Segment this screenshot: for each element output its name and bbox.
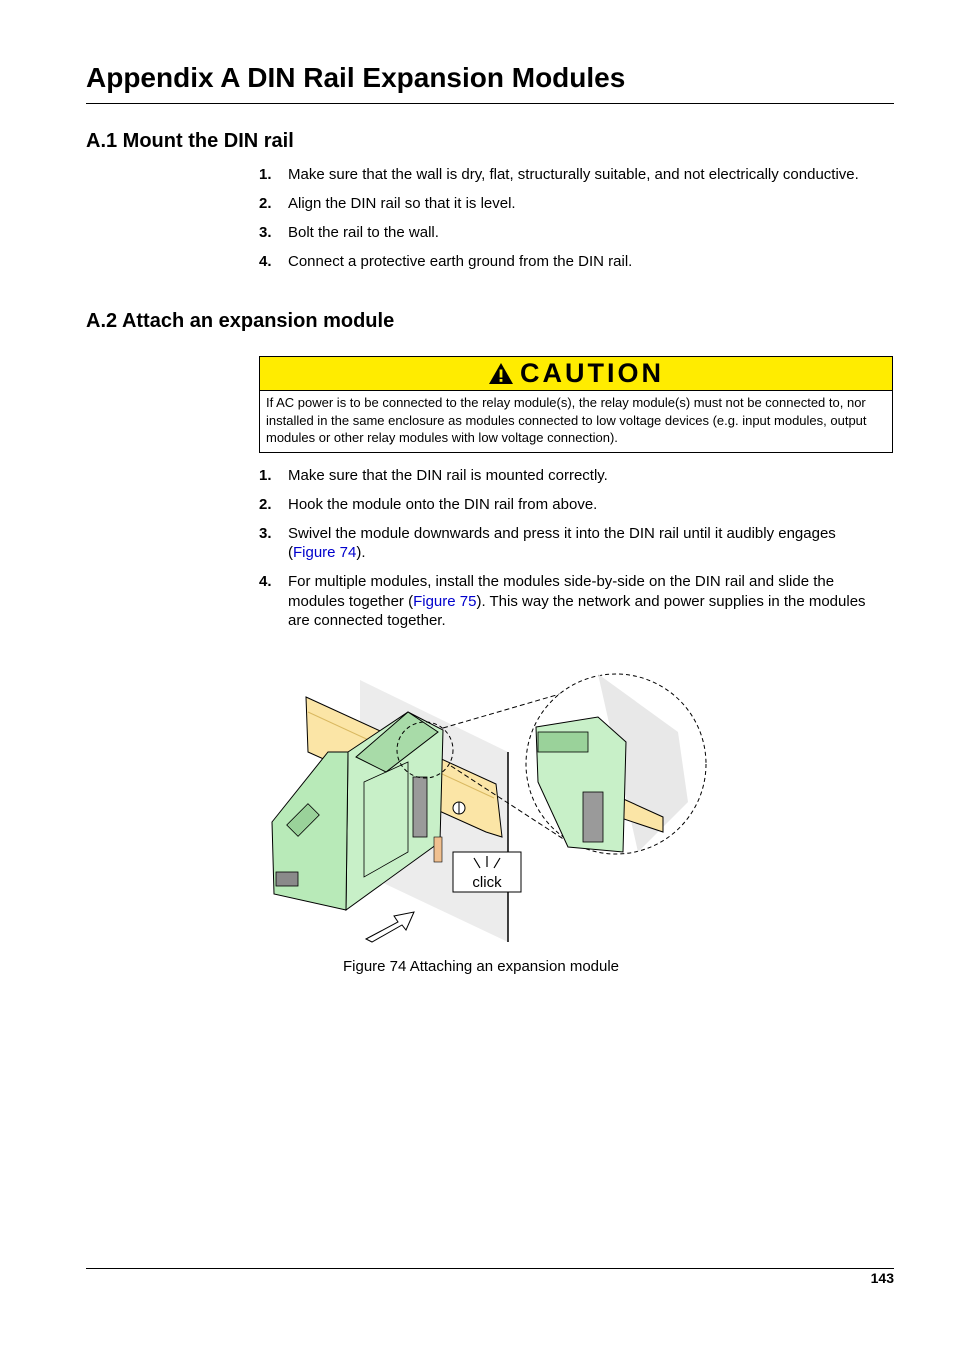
figure-75-link[interactable]: Figure 75 <box>413 592 477 610</box>
step-text: For multiple modules, install the modules side-by-side on the DIN rail and slide the modules together (Figure 75). This way the network and power supplies in the modules are connected together. <box>288 573 866 629</box>
footer-rule <box>86 1268 894 1269</box>
caution-label: CAUTION <box>520 358 664 388</box>
list-item <box>259 252 879 272</box>
caution-header <box>260 357 892 391</box>
page-number: 143 <box>870 1270 894 1286</box>
title-rule <box>86 103 894 104</box>
attach-steps <box>259 466 879 631</box>
warning-triangle-icon <box>488 362 514 385</box>
step-number: 1. <box>259 166 272 183</box>
caution-text: If AC power is to be connected to the relay module(s), the relay module(s) must not be connected to, nor installed in the same enclosure as modules connected to low voltage devices (e.g. input modules, output modules or other relay modules with low voltage connection). <box>266 395 867 445</box>
list-item <box>259 495 879 515</box>
section-heading-mount: A.1 Mount the DIN rail <box>86 130 294 152</box>
step-text: Swivel the module downwards and press it into the DIN rail until it audibly engages (Figure 74). <box>288 524 836 561</box>
step-number: 2. <box>259 194 272 212</box>
list-item <box>259 572 879 631</box>
click-label: click <box>472 874 502 891</box>
step-text: Align the DIN rail so that it is level. <box>288 194 516 212</box>
page-title: Appendix A DIN Rail Expansion Modules <box>86 62 626 93</box>
list-item <box>259 223 879 243</box>
step-number: 2. <box>259 495 272 513</box>
list-item <box>259 165 879 185</box>
step-number: 1. <box>259 467 272 484</box>
step-number: 4. <box>259 252 272 270</box>
step-number: 4. <box>259 573 272 590</box>
din-rail-module-illustration <box>268 672 718 952</box>
list-item <box>259 466 879 486</box>
step-text: Hook the module onto the DIN rail from above. <box>288 495 598 513</box>
section-heading-attach: A.2 Attach an expansion module <box>86 310 395 332</box>
step-text: Make sure that the DIN rail is mounted correctly. <box>288 467 608 484</box>
figure-74-link[interactable]: Figure 74 <box>293 544 357 561</box>
step-text: Make sure that the wall is dry, flat, structurally suitable, and not electrically conductive. <box>288 166 859 183</box>
step-number: 3. <box>259 524 272 542</box>
step-text: Connect a protective earth ground from the DIN rail. <box>288 252 633 270</box>
figure-caption: Figure 74 Attaching an expansion module <box>343 958 620 975</box>
list-item <box>259 194 879 214</box>
mount-steps <box>259 165 879 271</box>
step-number: 3. <box>259 223 272 241</box>
step-text: Bolt the rail to the wall. <box>288 223 439 241</box>
push-arrow <box>366 912 414 942</box>
list-item <box>259 524 879 563</box>
caution-box <box>259 356 893 453</box>
